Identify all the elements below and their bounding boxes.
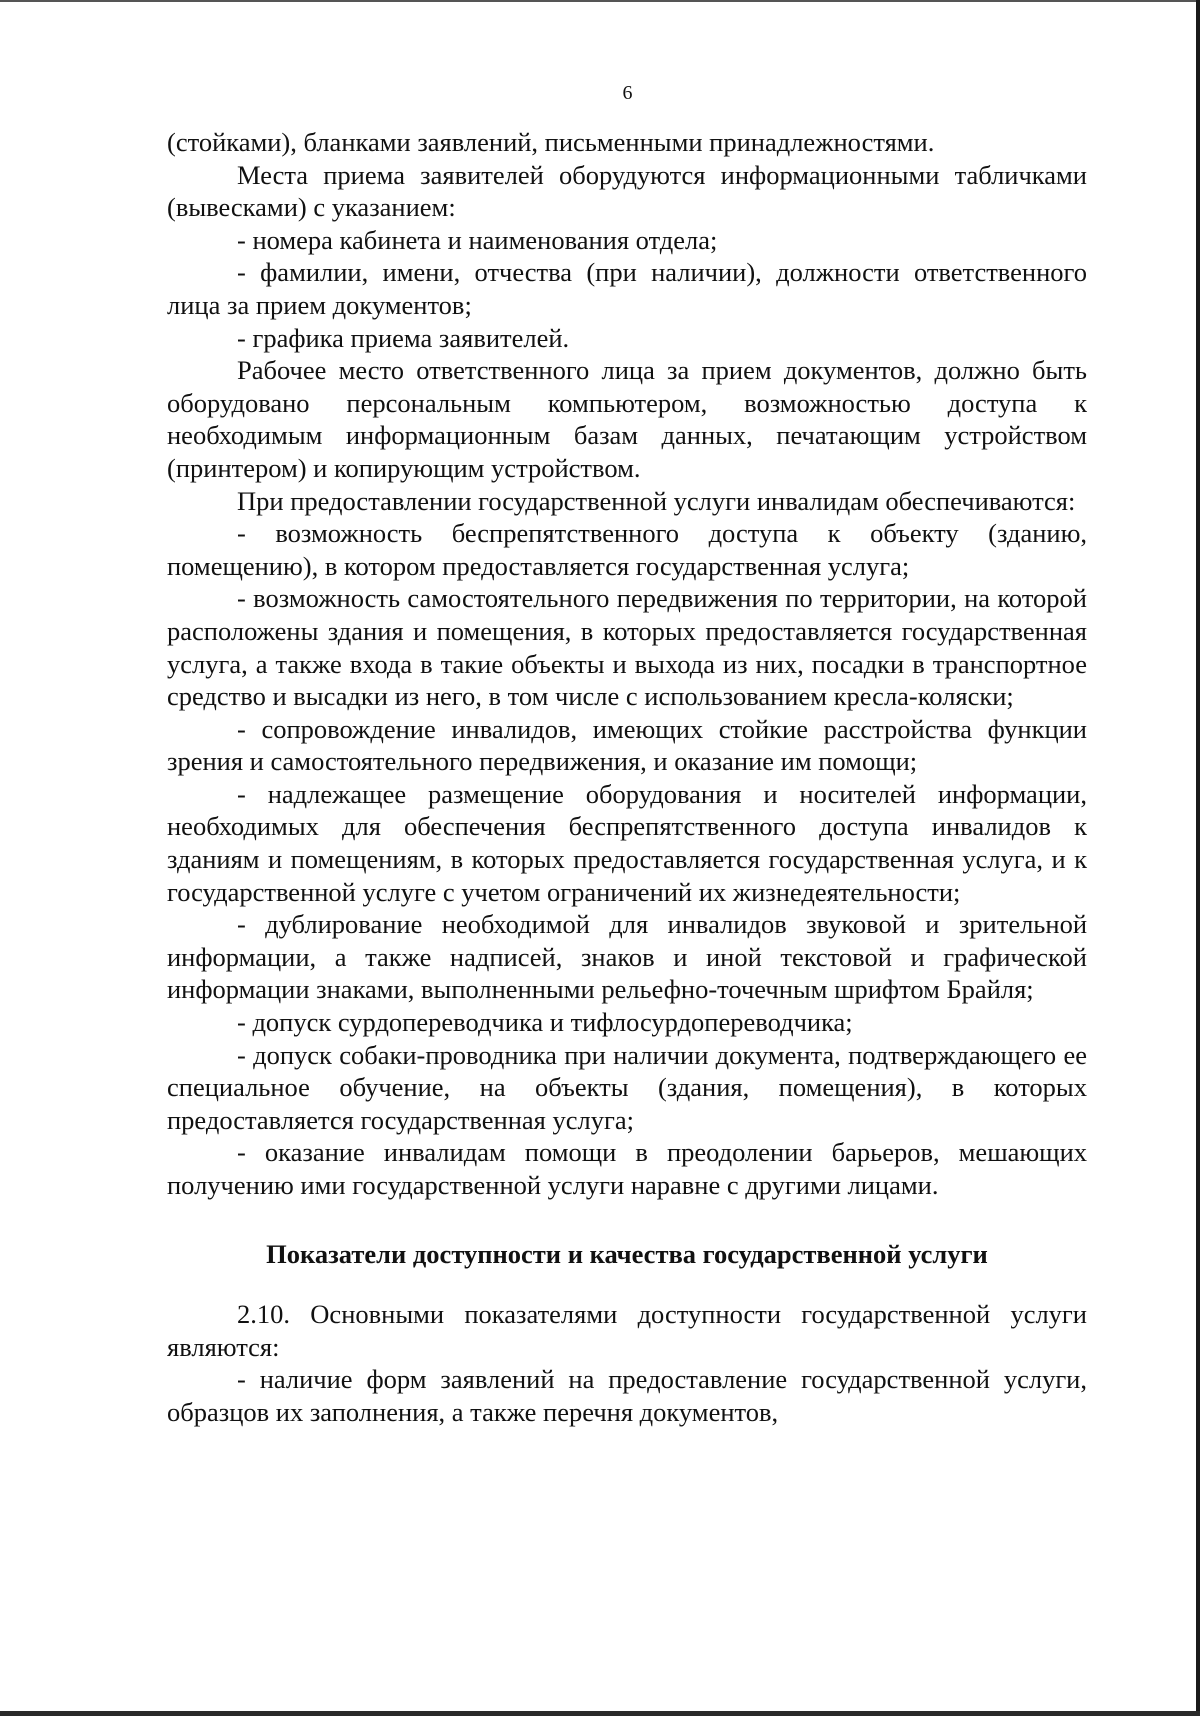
page-number: 6 — [622, 82, 633, 104]
scan-edge-top — [0, 0, 1200, 2]
list-item: - допуск собаки-проводника при наличии документа, подтверждающего ее специальное обучение, на объекты (здания, помещения), в которых предоставляется государственная услуга; — [167, 1039, 1087, 1135]
list-item: - номера кабинета и наименования отдела; — [237, 224, 718, 255]
list-item: - дублирование необходимой для инвалидов звуковой и зрительной информации, а также надписей, знаков и иной текстовой и графической информации знаками, выполненными рельефно-точечным шрифтом Брайля; — [167, 909, 1087, 1005]
paragraph: При предоставлении государственной услуги инвалидам обеспечиваются: — [237, 485, 1076, 516]
document-body — [167, 126, 1087, 1429]
list-item: - графика приема заявителей. — [237, 322, 570, 353]
list-item: - фамилии, имени, отчества (при наличии), должности ответственного лица за прием документов; — [167, 257, 1087, 320]
paragraph: (стойками), бланками заявлений, письменными принадлежностями. — [167, 127, 935, 157]
paragraphs-top — [167, 126, 1087, 1202]
scan-edge-bottom — [0, 1711, 1200, 1716]
list-item: - возможность самостоятельного передвижения по территории, на которой расположены здания и помещения, в которых предоставляется государственная услуга, а также входа в такие объекты и выхода из них, посадки в транспортное средство и высадки из него, в том числе с использованием кресла-коляски; — [167, 583, 1087, 712]
list-item: - оказание инвалидам помощи в преодолении барьеров, мешающих получению ими государственной услуги наравне с другими лицами. — [167, 1137, 1087, 1200]
list-item: - сопровождение инвалидов, имеющих стойкие расстройства функции зрения и самостоятельного передвижения, и оказание им помощи; — [167, 713, 1087, 777]
paragraph: Рабочее место ответственного лица за прием документов, должно быть оборудовано персональным компьютером, возможностью доступа к необходимым информационным базам данных, печатающим устройством (принтером) и копирующим устройством. — [167, 355, 1087, 483]
list-item: - допуск сурдопереводчика и тифлосурдопереводчика; — [237, 1007, 853, 1038]
paragraph: 2.10. Основными показателями доступности государственной услуги являются: — [167, 1299, 1087, 1362]
list-item: - наличие форм заявлений на предоставление государственной услуги, образцов их заполнения, а также перечня документов, — [167, 1364, 1087, 1427]
paragraphs-bottom — [167, 1298, 1087, 1428]
scan-edge-right — [1196, 0, 1200, 1716]
list-item: - надлежащее размещение оборудования и носителей информации, необходимых для обеспечения беспрепятственного доступа инвалидов к зданиям и помещениям, в которых предоставляется государственная услуга, и к государственной услуге с учетом ограничений их жизнедеятельности; — [167, 778, 1087, 907]
section-heading: Показатели доступности и качества государственной услуги — [266, 1238, 988, 1269]
paragraph: Места приема заявителей оборудуются информационными табличками (вывесками) с указанием: — [167, 159, 1087, 223]
list-item: - возможность беспрепятственного доступа к объекту (зданию, помещению), в котором предоставляется государственная услуга; — [167, 518, 1087, 581]
